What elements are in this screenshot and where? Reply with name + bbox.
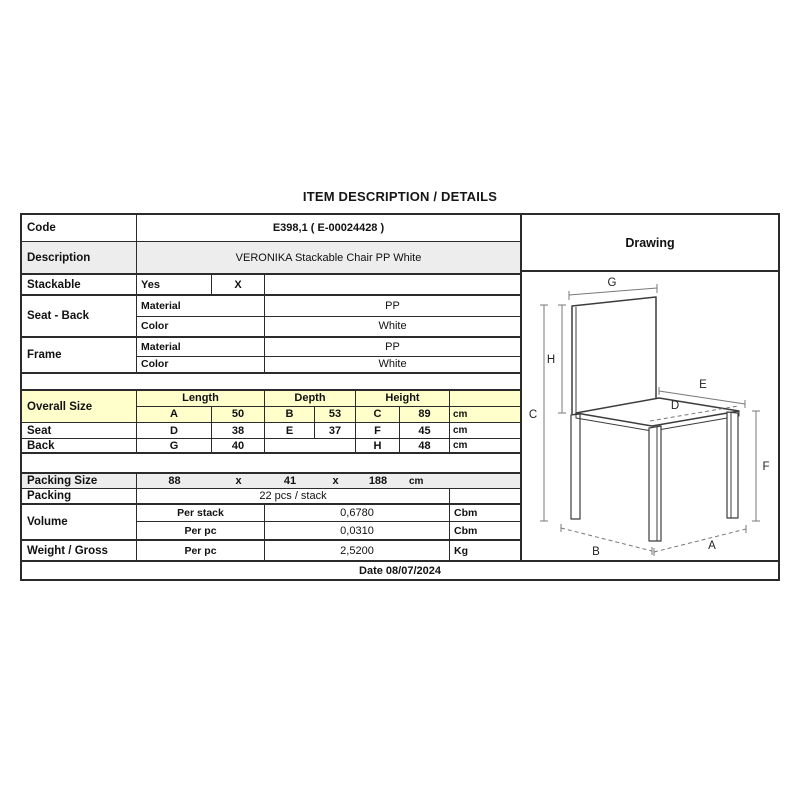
dim-key: C bbox=[356, 407, 400, 422]
date-text: Date 08/07/2024 bbox=[359, 564, 441, 577]
dim-label-d: D bbox=[670, 400, 680, 412]
dim-label-g: G bbox=[607, 277, 617, 289]
volume-unit: Cbm bbox=[454, 524, 478, 537]
spec-columns bbox=[22, 215, 520, 560]
dim-key: G bbox=[137, 439, 212, 452]
volume-per-pc-row bbox=[137, 522, 520, 539]
dim-key: E bbox=[265, 423, 315, 438]
dim-label-f: F bbox=[762, 461, 770, 473]
packing-size-label: Packing Size bbox=[22, 474, 137, 488]
code-label: Code bbox=[22, 215, 137, 241]
seat-back-label: Seat - Back bbox=[22, 296, 137, 336]
frame-color-value: White bbox=[378, 358, 407, 371]
size-header-row bbox=[137, 391, 520, 407]
dim-key: B bbox=[265, 407, 315, 422]
page-title: ITEM DESCRIPTION / DETAILS bbox=[302, 189, 498, 204]
spacer-row bbox=[22, 374, 520, 391]
depth-header: Depth bbox=[265, 391, 356, 406]
row-volume bbox=[22, 505, 520, 541]
dim-key: A bbox=[137, 407, 212, 422]
chair-line-drawing bbox=[522, 272, 780, 558]
frame-label: Frame bbox=[22, 338, 137, 372]
stackable-mark: X bbox=[212, 275, 265, 294]
chair-shape bbox=[571, 297, 739, 541]
packing-size-height: 188 bbox=[368, 475, 388, 487]
dim-value: 37 bbox=[315, 423, 356, 438]
packing-value: 22 pcs / stack bbox=[137, 489, 450, 503]
unit-cell: cm bbox=[453, 440, 468, 451]
drawing-area bbox=[522, 272, 778, 558]
packing-size-x: x bbox=[332, 475, 339, 487]
dim-key: H bbox=[356, 439, 400, 452]
packing-size-depth: 41 bbox=[283, 475, 297, 487]
dim-value: 50 bbox=[212, 407, 265, 422]
packing-label: Packing bbox=[22, 489, 137, 503]
unit-cell: cm bbox=[453, 425, 468, 436]
packing-empty-cell bbox=[450, 489, 520, 503]
dim-label-c: C bbox=[528, 409, 538, 421]
volume-unit: Cbm bbox=[454, 507, 478, 520]
dim-label-b: B bbox=[592, 546, 600, 558]
dim-label-a: A bbox=[708, 540, 716, 552]
row-description bbox=[22, 242, 520, 275]
frame-color-row bbox=[137, 357, 520, 372]
per-label: Per pc bbox=[137, 522, 265, 539]
unit-cell: cm bbox=[453, 408, 468, 420]
row-stackable bbox=[22, 275, 520, 296]
color-label: Color bbox=[137, 317, 265, 336]
dim-value: 45 bbox=[400, 423, 450, 438]
packing-size-width: 88 bbox=[168, 475, 181, 487]
per-label: Per pc bbox=[137, 541, 265, 560]
row-packing bbox=[22, 489, 520, 505]
dim-value: 89 bbox=[400, 407, 450, 422]
description-label: Description bbox=[22, 242, 137, 273]
stackable-value: Yes bbox=[137, 275, 212, 294]
dim-label-h: H bbox=[546, 354, 556, 366]
row-back-size bbox=[22, 439, 520, 454]
color-label: Color bbox=[137, 357, 265, 372]
seat-size-label: Seat bbox=[22, 423, 137, 438]
seat-back-color-value: White bbox=[378, 320, 407, 333]
dim-value: 48 bbox=[400, 439, 450, 452]
stackable-label: Stackable bbox=[22, 275, 137, 294]
item-description-table bbox=[20, 213, 780, 581]
overall-size-label: Overall Size bbox=[22, 391, 137, 422]
overall-values-row bbox=[137, 407, 520, 422]
back-depth-empty-cell bbox=[265, 439, 356, 452]
back-size-label: Back bbox=[22, 439, 137, 452]
volume-label: Volume bbox=[22, 505, 137, 539]
height-header: Height bbox=[356, 391, 450, 406]
stackable-empty-cell bbox=[265, 275, 520, 294]
weight-label: Weight / Gross bbox=[22, 541, 137, 560]
dim-key: D bbox=[137, 423, 212, 438]
volume-value: 0,0310 bbox=[265, 522, 450, 539]
volume-value: 0,6780 bbox=[265, 505, 450, 521]
material-label: Material bbox=[137, 338, 265, 356]
description-value: VERONIKA Stackable Chair PP White bbox=[235, 251, 422, 264]
packing-size-unit: cm bbox=[409, 475, 424, 487]
dim-key: F bbox=[356, 423, 400, 438]
weight-value: 2,5200 bbox=[265, 541, 450, 560]
weight-unit: Kg bbox=[454, 544, 468, 557]
row-code bbox=[22, 215, 520, 242]
row-seat-size bbox=[22, 423, 520, 439]
dim-value: 53 bbox=[315, 407, 356, 422]
row-frame bbox=[22, 338, 520, 374]
drawing-panel bbox=[520, 215, 778, 560]
frame-material-value: PP bbox=[385, 340, 400, 353]
per-label: Per stack bbox=[137, 505, 265, 521]
date-row bbox=[22, 560, 778, 579]
dim-value: 38 bbox=[212, 423, 265, 438]
material-label: Material bbox=[137, 296, 265, 316]
seat-back-material-value: PP bbox=[385, 299, 400, 312]
seat-back-material-row bbox=[137, 296, 520, 317]
volume-per-stack-row bbox=[137, 505, 520, 522]
row-seat-back bbox=[22, 296, 520, 338]
dim-label-e: E bbox=[699, 379, 707, 391]
size-header-unit-cell bbox=[450, 391, 520, 406]
frame-material-row bbox=[137, 338, 520, 357]
row-weight bbox=[22, 541, 520, 560]
row-overall-size bbox=[22, 391, 520, 423]
length-header: Length bbox=[137, 391, 265, 406]
row-packing-size bbox=[22, 474, 520, 489]
drawing-header: Drawing bbox=[522, 215, 778, 272]
packing-size-x: x bbox=[235, 475, 242, 487]
spacer-row bbox=[22, 454, 520, 474]
dim-value: 40 bbox=[212, 439, 265, 452]
seat-back-color-row bbox=[137, 317, 520, 336]
code-value: E398,1 ( E-00024428 ) bbox=[272, 222, 385, 234]
